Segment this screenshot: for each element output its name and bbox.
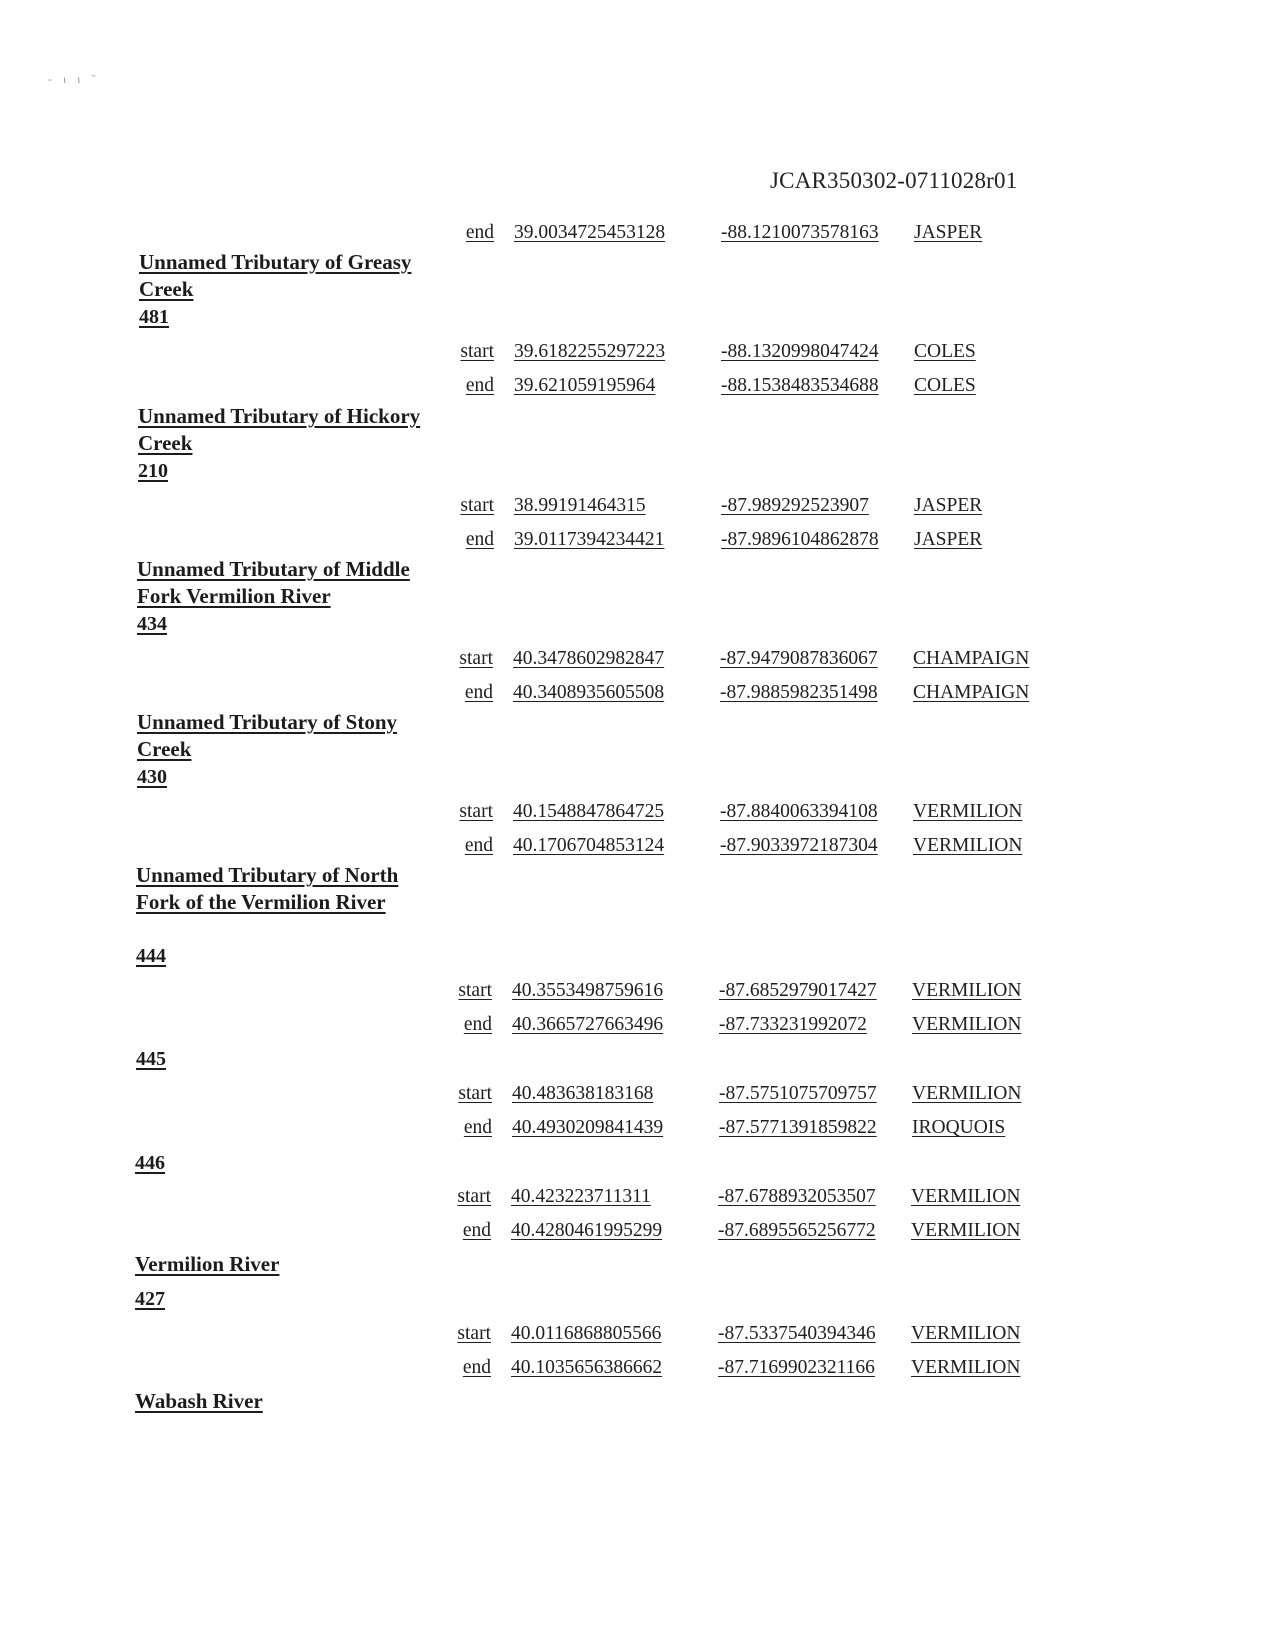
latitude-value: 40.1548847864725 — [513, 801, 665, 822]
county-name: JASPER — [914, 222, 983, 243]
endpoint-label: end — [462, 1357, 491, 1378]
endpoint-label: start — [457, 1186, 491, 1207]
county-name: JASPER — [914, 495, 983, 516]
longitude-value: -87.5771391859822 — [719, 1117, 877, 1138]
latitude-value: 39.6182255297223 — [514, 341, 666, 362]
county-name: VERMILION — [912, 1014, 1022, 1035]
latitude-value: 40.4930209841439 — [512, 1117, 664, 1138]
endpoint-label: end — [465, 529, 494, 550]
longitude-value: -87.9033972187304 — [720, 835, 878, 856]
waterbody-name: Unnamed Tributary of Greasy Creek — [139, 250, 412, 301]
endpoint-label: end — [465, 375, 494, 396]
latitude-value: 40.423223711311 — [511, 1186, 651, 1207]
county-name: VERMILION — [912, 980, 1022, 1001]
longitude-value: -87.733231992072 — [719, 1014, 867, 1035]
scan-artifact-marks: - ι ι ˜ — [48, 72, 100, 86]
latitude-value: 40.1035656386662 — [511, 1357, 663, 1378]
endpoint-label: start — [459, 801, 493, 822]
longitude-value: -87.6788932053507 — [718, 1186, 876, 1207]
segment-id: 444 — [136, 945, 166, 967]
latitude-value: 39.0034725453128 — [514, 222, 666, 243]
county-name: COLES — [914, 341, 976, 362]
endpoint-label: end — [463, 1117, 492, 1138]
county-name: IROQUOIS — [912, 1117, 1006, 1138]
waterbody-name: Unnamed Tributary of Hickory Creek — [138, 404, 421, 455]
segment-id: 481 — [139, 306, 169, 328]
county-name: VERMILION — [911, 1323, 1021, 1344]
county-name: VERMILION — [911, 1186, 1021, 1207]
waterbody-name: Unnamed Tributary of Middle Fork Vermilion River — [137, 557, 410, 608]
longitude-value: -87.5337540394346 — [718, 1323, 876, 1344]
county-name: VERMILION — [911, 1357, 1021, 1378]
endpoint-label: start — [459, 648, 493, 669]
county-name: VERMILION — [912, 1083, 1022, 1104]
segment-id: 210 — [138, 460, 168, 482]
longitude-value: -87.6895565256772 — [718, 1220, 876, 1241]
endpoint-label: end — [464, 835, 493, 856]
latitude-value: 40.0116868805566 — [511, 1323, 662, 1344]
endpoint-label: start — [458, 980, 492, 1001]
waterbody-name: Unnamed Tributary of Stony Creek — [137, 710, 398, 761]
latitude-value: 38.99191464315 — [514, 495, 646, 516]
latitude-value: 40.1706704853124 — [513, 835, 665, 856]
longitude-value: -88.1538483534688 — [721, 375, 879, 396]
county-name: VERMILION — [911, 1220, 1021, 1241]
waterbody-name: Wabash River — [135, 1389, 263, 1413]
segment-id: 446 — [135, 1152, 165, 1174]
latitude-value: 40.3553498759616 — [512, 980, 664, 1001]
endpoint-label: end — [464, 682, 493, 703]
latitude-value: 40.3665727663496 — [512, 1014, 664, 1035]
longitude-value: -87.989292523907 — [721, 495, 869, 516]
longitude-value: -87.6852979017427 — [719, 980, 877, 1001]
longitude-value: -88.1210073578163 — [721, 222, 879, 243]
endpoint-label: end — [462, 1220, 491, 1241]
endpoint-label: start — [460, 341, 494, 362]
county-name: CHAMPAIGN — [913, 682, 1030, 703]
segment-id: 427 — [135, 1288, 165, 1310]
county-name: CHAMPAIGN — [913, 648, 1030, 669]
latitude-value: 40.4280461995299 — [511, 1220, 663, 1241]
segment-id: 430 — [137, 766, 167, 788]
document-id: JCAR350302-0711028r01 — [770, 168, 1018, 193]
county-name: JASPER — [914, 529, 983, 550]
county-name: VERMILION — [913, 835, 1023, 856]
longitude-value: -87.8840063394108 — [720, 801, 878, 822]
latitude-value: 40.483638183168 — [512, 1083, 654, 1104]
endpoint-label: start — [458, 1083, 492, 1104]
waterbody-name: Vermilion River — [135, 1252, 280, 1276]
county-name: VERMILION — [913, 801, 1023, 822]
latitude-value: 40.3408935605508 — [513, 682, 665, 703]
latitude-value: 40.3478602982847 — [513, 648, 665, 669]
county-name: COLES — [914, 375, 976, 396]
endpoint-label: start — [457, 1323, 491, 1344]
longitude-value: -87.7169902321166 — [718, 1357, 875, 1378]
endpoint-label: end — [465, 222, 494, 243]
longitude-value: -87.5751075709757 — [719, 1083, 877, 1104]
longitude-value: -88.1320998047424 — [721, 341, 879, 362]
latitude-value: 39.621059195964 — [514, 375, 656, 396]
endpoint-label: start — [460, 495, 494, 516]
longitude-value: -87.9885982351498 — [720, 682, 878, 703]
endpoint-label: end — [463, 1014, 492, 1035]
segment-id: 434 — [137, 613, 167, 635]
longitude-value: -87.9896104862878 — [721, 529, 879, 550]
latitude-value: 39.0117394234421 — [514, 529, 665, 550]
segment-id: 445 — [136, 1048, 166, 1070]
waterbody-name: Unnamed Tributary of North Fork of the Vermilion River — [136, 863, 399, 914]
longitude-value: -87.9479087836067 — [720, 648, 878, 669]
